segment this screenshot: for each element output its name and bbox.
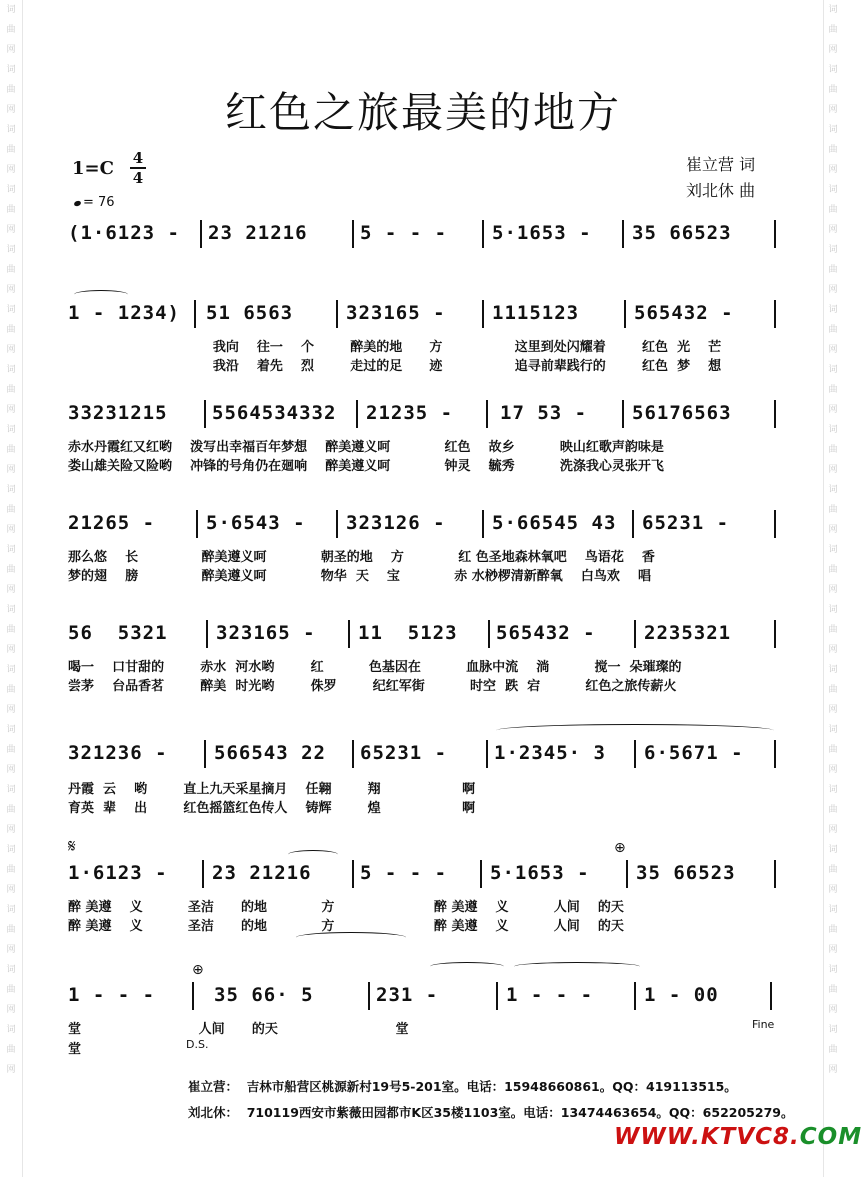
barline	[486, 400, 488, 428]
measure: 231 -	[376, 984, 439, 1006]
tempo-mark	[74, 195, 115, 210]
site-logo[interactable]	[614, 1124, 862, 1150]
barline	[634, 982, 636, 1010]
barline	[622, 400, 624, 428]
barline	[352, 740, 354, 768]
score-row	[68, 508, 780, 540]
coda-sign-1: ⊕	[614, 840, 626, 856]
barline	[200, 220, 202, 248]
score-row	[68, 980, 780, 1012]
quarter-note-icon	[73, 200, 81, 207]
barline	[368, 982, 370, 1010]
measure: 1 - 1234)	[68, 302, 180, 324]
barline	[622, 220, 624, 248]
measure: 56 5321	[68, 622, 168, 644]
logo-main: WWW.KTVC8.	[614, 1124, 800, 1150]
barline	[356, 400, 358, 428]
barline	[352, 220, 354, 248]
lyric-line: 醉 美遵 义 圣洁 的地 方 醉 美遵 义 人间 的天	[68, 919, 624, 934]
measure: 5·66545 43	[492, 512, 617, 534]
lyric-line: 梦的翅 膀 醉美遵义呵 物华 天 宝 赤 水桫椤清新醉氧 白鸟欢 唱	[68, 569, 651, 584]
measure: 1 - - -	[506, 984, 594, 1006]
measure: 11 5123	[358, 622, 458, 644]
barline	[774, 510, 776, 538]
measure: 21265 -	[68, 512, 156, 534]
measure: 33231215	[68, 402, 168, 424]
lyric-line: 育英 辈 出 红色摇篮红色传人 铸辉 煌 啊	[68, 801, 476, 816]
score-row	[68, 738, 780, 770]
measure: 323165 -	[216, 622, 316, 644]
barline	[480, 860, 482, 888]
coda-sign-2: ⊕	[192, 962, 204, 978]
barline	[632, 510, 634, 538]
lyric-line: 娄山雄关险又险哟 冲锋的号角仍在廻响 醉美遵义呵 钟灵 毓秀 洗涤我心灵张开飞	[68, 459, 664, 474]
measure: 323165 -	[346, 302, 446, 324]
watermark-left: 词曲网词曲网词曲网词曲网词曲网词曲网词曲网词曲网词曲网词曲网词曲网词曲网词曲网词曲网词曲网词曲网词曲网词曲网	[6, 5, 16, 1075]
measure: 5·1653 -	[492, 222, 592, 244]
measure: 51 6563	[206, 302, 294, 324]
composer-credit: 刘北休 曲	[686, 181, 756, 200]
lyric-line: 赤水丹霞红又红哟 泼写出幸福百年梦想 醉美遵义呵 红色 故乡 映山红歌声韵味是	[68, 440, 664, 455]
lyricist-credit: 崔立营 词	[686, 155, 756, 174]
measure: 1 - - -	[68, 984, 156, 1006]
barline	[206, 620, 208, 648]
barline	[774, 740, 776, 768]
measure: 23 21216	[212, 862, 312, 884]
contact-composer: 刘北休： 710119西安市紫薇田园都市K区35楼1103室。电话：13474463654。QQ：652205279。	[188, 1105, 794, 1120]
score-row	[68, 298, 780, 330]
measure: 1·2345· 3	[494, 742, 606, 764]
lyric-line: 丹霞 云 哟 直上九天采星摘月 任翱 翔 啊	[68, 782, 476, 797]
barline	[196, 510, 198, 538]
measure: 323126 -	[346, 512, 446, 534]
barline	[634, 740, 636, 768]
watermark-right: 词曲网词曲网词曲网词曲网词曲网词曲网词曲网词曲网词曲网词曲网词曲网词曲网词曲网词曲网词曲网词曲网词曲网词曲网	[828, 5, 838, 1075]
barline	[336, 300, 338, 328]
barline	[204, 740, 206, 768]
measure: 35 66523	[632, 222, 732, 244]
barline	[482, 510, 484, 538]
measure: 5 - - -	[360, 862, 448, 884]
barline	[488, 620, 490, 648]
measure: 35 66· 5	[214, 984, 314, 1006]
measure: 5·6543 -	[206, 512, 306, 534]
barline	[352, 860, 354, 888]
key-signature: 1=C	[72, 158, 114, 179]
barline	[626, 860, 628, 888]
barline	[774, 620, 776, 648]
barline	[202, 860, 204, 888]
barline	[486, 740, 488, 768]
measure: 56176563	[632, 402, 732, 424]
slur	[514, 962, 640, 971]
measure: 5 - - -	[360, 222, 448, 244]
measure: 5·1653 -	[490, 862, 590, 884]
lyric-line: 堂 人间 的天 堂	[68, 1022, 409, 1037]
measure: 566543 22	[214, 742, 326, 764]
barline	[192, 982, 194, 1010]
measure: 565432 -	[496, 622, 596, 644]
barline	[774, 300, 776, 328]
lyric-line: 那么悠 长 醉美遵义呵 朝圣的地 方 红 色圣地森林氧吧 鸟语花 香	[68, 550, 655, 565]
measure: 6·5671 -	[644, 742, 744, 764]
barline	[348, 620, 350, 648]
measure: 65231 -	[642, 512, 730, 534]
score-row	[68, 618, 780, 650]
logo-suffix: COM	[799, 1124, 862, 1150]
slur	[288, 850, 338, 859]
time-signature	[128, 150, 148, 186]
barline	[774, 220, 776, 248]
slur	[496, 724, 774, 737]
measure: 23 21216	[208, 222, 308, 244]
measure: 1·6123 -	[68, 862, 168, 884]
fine-mark: Fine	[752, 1018, 775, 1031]
time-signature-bottom: 4	[132, 169, 144, 187]
measure: 17 53 -	[500, 402, 588, 424]
measure: 2235321	[644, 622, 732, 644]
slur	[430, 962, 504, 971]
barline	[774, 400, 776, 428]
barline	[496, 982, 498, 1010]
lyric-line: 我沿 着先 烈 走过的足 迹 追寻前辈践行的 红色 梦 想	[68, 359, 722, 374]
measure: 65231 -	[360, 742, 448, 764]
tempo-value: = 76	[83, 195, 115, 210]
lyric-line: 堂	[68, 1042, 82, 1057]
measure: 1 - 00	[644, 984, 719, 1006]
barline	[204, 400, 206, 428]
barline	[624, 300, 626, 328]
ds-mark: D.S.	[186, 1038, 209, 1051]
measure: 35 66523	[636, 862, 736, 884]
lyric-line: 喝一 口甘甜的 赤水 河水哟 红 色基因在 血脉中流 淌 搅一 朵璀璨的	[68, 660, 682, 675]
score-row	[68, 398, 780, 430]
measure: 5564534332	[212, 402, 337, 424]
slur	[296, 932, 406, 943]
barline	[336, 510, 338, 538]
measure: 321236 -	[68, 742, 168, 764]
measure: (1·6123 -	[68, 222, 180, 244]
segno-sign: 𝄋	[68, 836, 76, 857]
barline	[634, 620, 636, 648]
lyric-line: 尝茅 台品香茗 醉美 时光哟 侏罗 纪红军街 时空 跌 宕 红色之旅传薪火	[68, 679, 677, 694]
barline	[774, 860, 776, 888]
barline	[194, 300, 196, 328]
slur	[74, 290, 128, 299]
lyric-line: 我向 往一 个 醉美的地 方 这里到处闪耀着 红色 光 芒	[68, 340, 722, 355]
score-row	[68, 218, 780, 250]
barline	[482, 220, 484, 248]
song-title: 红色之旅最美的地方	[224, 88, 621, 137]
time-signature-top: 4	[132, 149, 144, 167]
measure: 21235 -	[366, 402, 454, 424]
credits	[686, 152, 755, 204]
barline	[482, 300, 484, 328]
measure: 1115123	[492, 302, 580, 324]
measure: 565432 -	[634, 302, 734, 324]
score-row	[68, 858, 780, 890]
lyric-line: 醉 美遵 义 圣洁 的地 方 醉 美遵 义 人间 的天	[68, 900, 624, 915]
barline	[770, 982, 772, 1010]
contact-lyricist: 崔立营： 吉林市船营区桃源新村19号5-201室。电话：15948660861。QQ：419113515。	[188, 1079, 737, 1094]
